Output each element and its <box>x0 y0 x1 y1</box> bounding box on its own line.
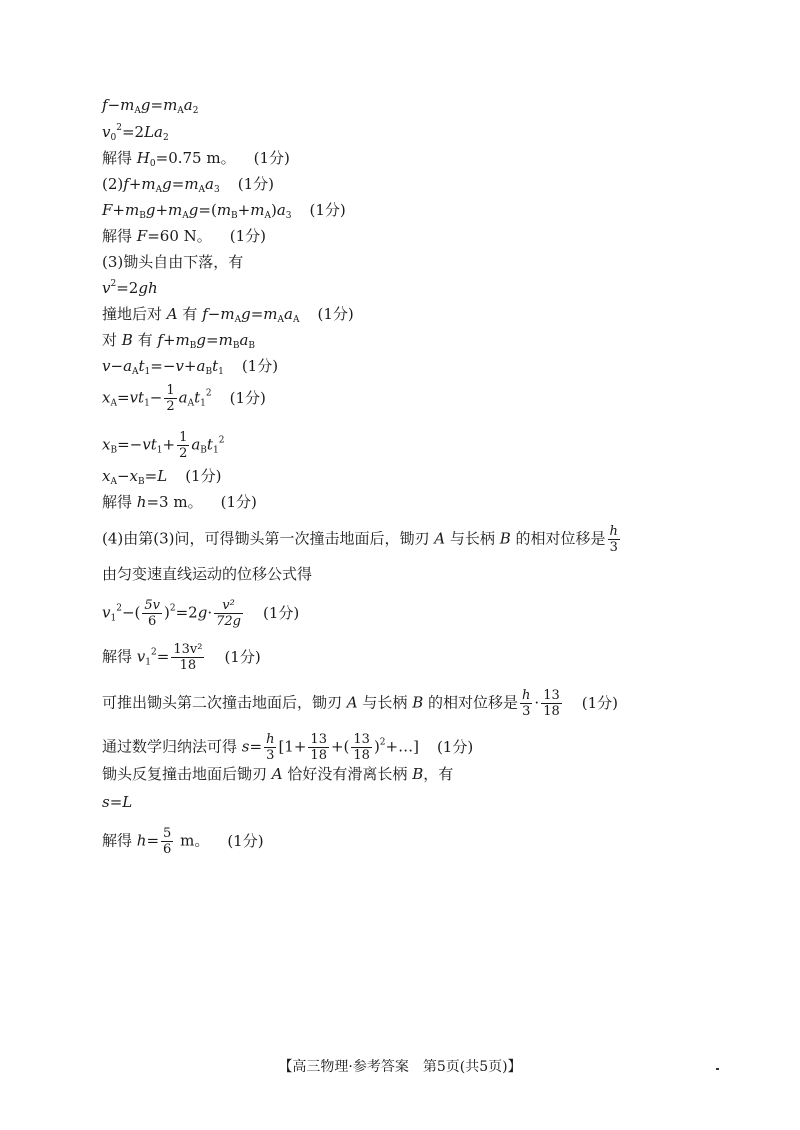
score-label: (1分) <box>241 357 279 375</box>
equation-line-2: $v_0^2=2La_2$ <box>102 123 169 143</box>
score-label: (1分) <box>317 305 354 323</box>
section-4-line-4: 通过数学归纳法可得 s= $\frac{h}{3}$ [1+ $\frac{13}{18}$ +( $\frac{13}{18}$ )$^2$+…] (1分) <box>102 732 474 763</box>
fraction: $\frac{h}{3}$ <box>266 732 275 763</box>
result-line-3: 解得 h=3 m。 (1分) <box>102 493 257 511</box>
equation-line-3: $(2)f+m_Ag=m_Aa_3$ (1分) <box>102 175 274 195</box>
score-label: (1分) <box>220 493 257 511</box>
page-footer: 【高三物理·参考答案 第5页(共5页)】 <box>278 1059 522 1075</box>
fraction: $\frac{\text{v²}}{72g}$ <box>216 598 241 629</box>
equation-line-7: 对 B 有 $f+m_Bg=m_Ba_B$ <box>102 331 256 351</box>
fraction: $\frac{13}{18}$ <box>543 688 560 719</box>
equation-line-9: $x_A=vt_1-$ $\frac{1}{2}$ $a_At_1^2$ (1分) <box>102 383 266 414</box>
equation-line-11: $x_A-x_B=L$ (1分) <box>102 467 222 487</box>
section-4-line-3: 可推出锄头第二次撞击地面后，锄刃 A 与长柄 B 的相对位移是 $\frac{h}{3}$ · $\frac{13}{18}$ (1分) <box>102 688 618 719</box>
fraction: $\frac{13}{18}$ <box>310 732 327 763</box>
result-line-1: 解得 $H_0=0.75$ m。 (1分) <box>102 149 290 169</box>
result-line-2: 解得 F=60 N。 (1分) <box>102 227 267 245</box>
fraction: $\frac{\text{13v²}}{18}$ <box>173 642 203 673</box>
result-line-5: 解得 h= $\frac{5}{6}$ m。 (1分) <box>102 826 264 857</box>
equation-line-5: $v^2=2gh$ <box>102 279 158 297</box>
score-label: (1分) <box>229 227 267 245</box>
equation-line-1: $f-m_Ag=m_Aa_2$ <box>102 96 199 116</box>
score-label: (1分) <box>227 831 264 850</box>
score-label: (1分) <box>262 603 300 622</box>
section-4-line-1: (4)由第(3)问，可得锄头第一次撞击地面后，锄刃 A 与长柄 B 的相对位移是 $\frac{h}{3}$ <box>102 524 618 555</box>
section-3-heading: (3)锄头自由下落，有 <box>102 253 244 271</box>
fraction: $\frac{h}{3}$ <box>609 524 618 555</box>
score-label: (1分) <box>309 201 346 219</box>
equation-line-6: 撞地后对 A 有 $f-m_Ag=m_Aa_A$ (1分) <box>102 305 354 325</box>
score-label: (1分) <box>253 149 290 167</box>
equation-line-8: $v-a_At_1=-v+a_Bt_1$ (1分) <box>102 357 279 377</box>
equation-line-12: $v_1^2-$( $\frac{5v}{6}$ )$^2$=2g· $\frac{\text{v²}}{72g}$ (1分) <box>102 598 300 629</box>
fraction: $\frac{5}{6}$ <box>163 826 172 857</box>
equation-line-4: $F+m_Bg+m_Ag=(m_B+m_A)a_3$ (1分) <box>102 201 346 221</box>
score-label: (1分) <box>185 467 222 485</box>
fraction: $\frac{1}{2}$ <box>166 383 175 414</box>
equation-line-13: s=L <box>102 793 133 811</box>
fraction: $\frac{1}{2}$ <box>179 430 188 461</box>
fraction: $\frac{h}{3}$ <box>522 688 531 719</box>
fraction: $\frac{5v}{6}$ <box>144 598 160 629</box>
score-label: (1分) <box>229 388 266 407</box>
score-label: (1分) <box>581 693 618 712</box>
scan-dot <box>716 1068 719 1070</box>
section-4-line-2: 由匀变速直线运动的位移公式得 <box>102 565 313 583</box>
section-4-line-5: 锄头反复撞击地面后锄刃 A 恰好没有滑离长柄 B，有 <box>102 765 454 783</box>
score-label: (1分) <box>224 647 261 666</box>
score-label: (1分) <box>436 737 474 756</box>
fraction: $\frac{13}{18}$ <box>353 732 370 763</box>
result-line-4: 解得 $v_1^2=$ $\frac{\text{13v²}}{18}$ (1分) <box>102 642 261 673</box>
score-label: (1分) <box>237 175 274 193</box>
equation-line-10: $x_B=-vt_1+$ $\frac{1}{2}$ $a_Bt_1^2$ <box>102 430 225 461</box>
